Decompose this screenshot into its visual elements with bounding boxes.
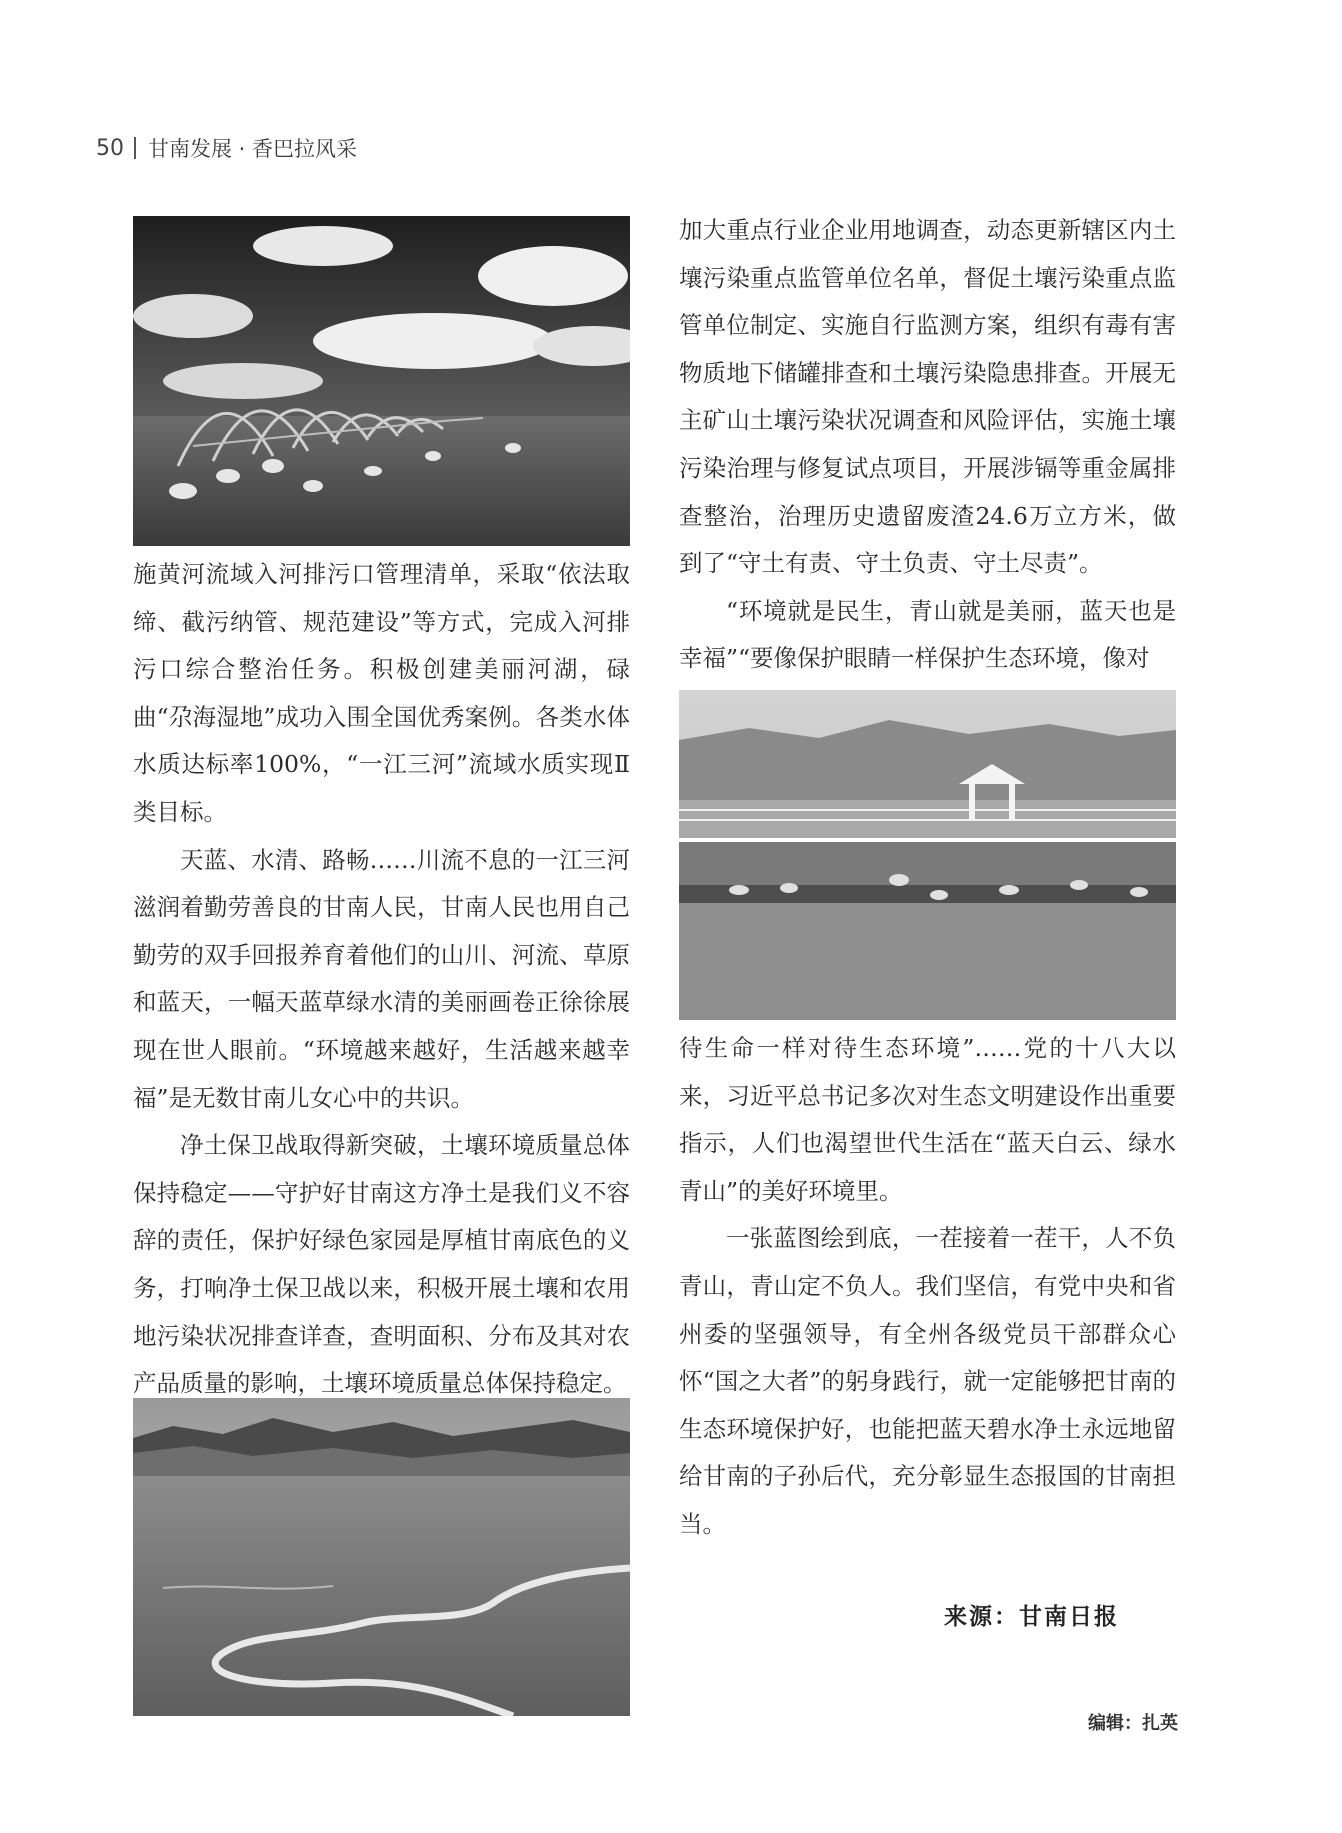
paragraph: 待生命一样对待生态环境”……党的十八大以来，习近平总书记多次对生态文明建设作出重要指示，人们也渴望世代生活在“蓝天白云、绿水青山”的美好环境里。 [679, 1034, 1176, 1205]
header-divider [134, 137, 136, 159]
paragraph: “环境就是民生，青山就是美丽，蓝天也是幸福”“要像保护眼睛一样保护生态环境，像对 [679, 596, 1176, 673]
source-credit: 来源：甘南日报 [944, 1604, 1119, 1630]
photo-lake-pavilion-birds [679, 690, 1176, 1020]
paragraph: 一张蓝图绘到底，一茬接着一茬干，人不负青山，青山定不负人。我们坚信，有党中央和省州委的坚强领导，有全州各级党员干部群众心怀“国之大者”的躬身践行，就一定能够把甘南的生态环境保护好，也能把蓝天碧水净土永远地留给甘南的子孙后代，充分彰显生态报国的甘南担当。 [679, 1224, 1176, 1538]
section-title: 甘南发展 · 香巴拉风采 [148, 137, 358, 161]
photo-grassland-arches [133, 216, 630, 546]
paragraph: 加大重点行业企业用地调查，动态更新辖区内土壤污染重点监管单位名单，督促土壤污染重点监管单位制定、实施自行监测方案，组织有毒有害物质地下储罐排查和土壤污染隐患排查。开展无主矿山土壤污染状况调查和风险评估，实施土壤污染治理与修复试点项目，开展涉镉等重金属排查整治，治理历史遗留废渣24.6万立方米，做到了“守土有责、守土负责、守土尽责”。 [679, 216, 1176, 578]
right-column-text-bottom [679, 1025, 1176, 1549]
paragraph: 净土保卫战取得新突破，土壤环境质量总体保持稳定——守护好甘南这方净土是我们义不容辞的责任，保护好绿色家园是厚植甘南底色的义务，打响净土保卫战以来，积极开展土壤和农用地污染状况排查详查，查明面积、分布及其对农产品质量的影响，土壤环境质量总体保持稳定。 [133, 1131, 630, 1398]
right-column-text-top [679, 207, 1176, 683]
left-column-text [133, 551, 630, 1408]
photo-meandering-river [133, 1398, 630, 1716]
page-header [96, 133, 357, 163]
page-number: 50 [96, 135, 124, 161]
editor-credit: 编辑：扎英 [1088, 1713, 1178, 1734]
paragraph: 天蓝、水清、路畅……川流不息的一江三河滋润着勤劳善良的甘南人民，甘南人民也用自己勤劳的双手回报养育着他们的山川、河流、草原和蓝天，一幅天蓝草绿水清的美丽画卷正徐徐展现在世人眼前。“环境越来越好，生活越来越幸福”是无数甘南儿女心中的共识。 [133, 845, 630, 1112]
paragraph: 施黄河流域入河排污口管理清单，采取“依法取缔、截污纳管、规范建设”等方式，完成入河排污口综合整治任务。积极创建美丽河湖，碌曲“尕海湿地”成功入围全国优秀案例。各类水体水质达标率100%，“一江三河”流域水质实现Ⅱ类目标。 [133, 560, 630, 826]
